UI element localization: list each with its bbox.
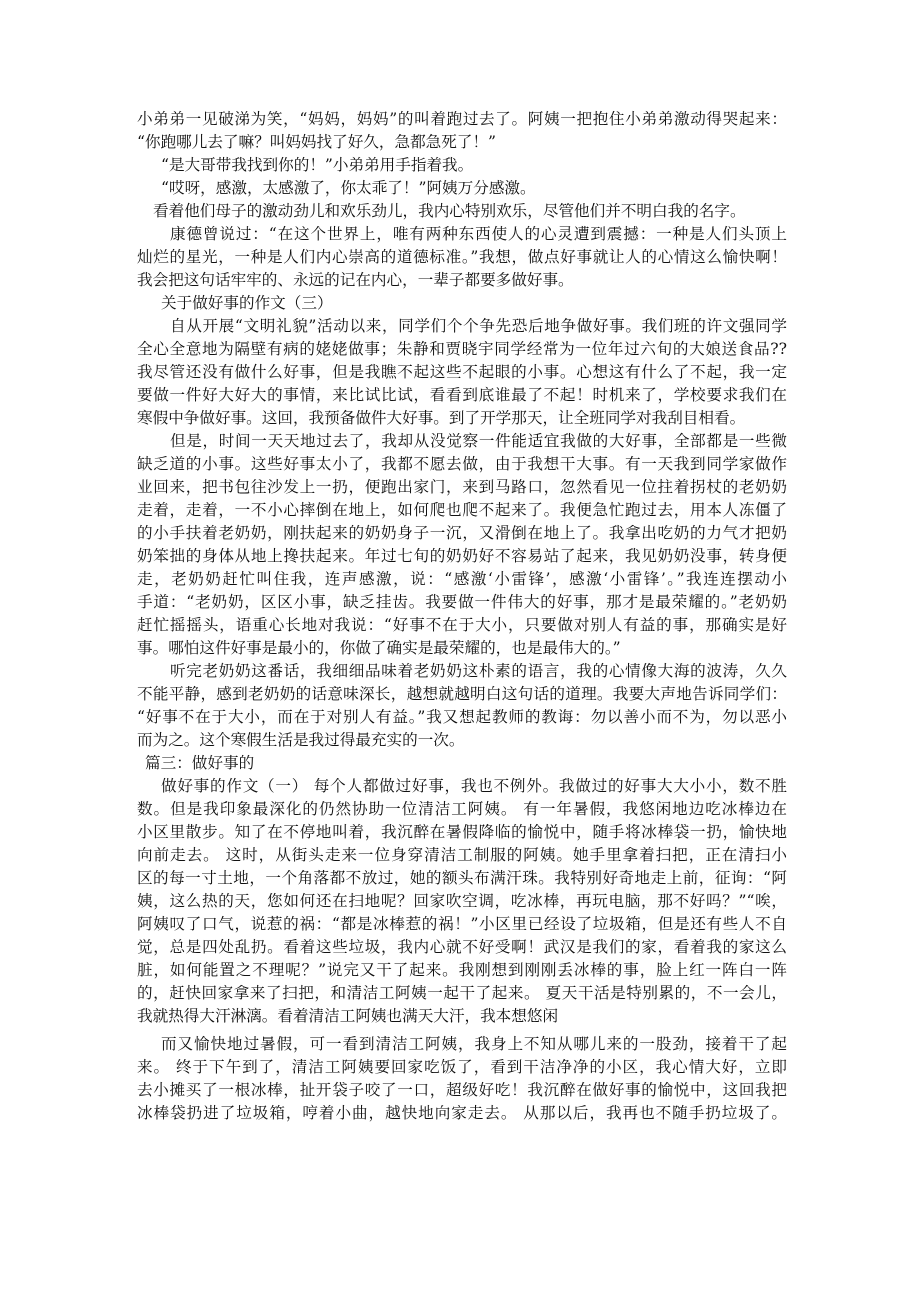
text-line: 来。 终于下午到了，清洁工阿姨要回家吃饭了，看到干洁净净的小区，我心情大好，立即 — [137, 1058, 787, 1076]
text-line: “哎呀，感激，太感激了，你太乖了！”阿姨万分感激。 — [161, 179, 536, 197]
text-line: 事。哪怕这件好事是最小的，你做了确实是最荣耀的，也是最伟大的。” — [137, 639, 621, 657]
section-heading: 关于做好事的作文（三） — [161, 294, 333, 312]
text-line: 数。但是我印象最深化的仍然协助一位清洁工阿姨。 有一年暑假，我悠闲地边吃冰棒边在 — [137, 800, 787, 818]
text-line: 的小手扶着老奶奶，刚扶起来的奶奶身子一沉，又滑倒在地上了。我拿出吃奶的力气才把奶 — [137, 524, 787, 542]
text-line: 自从开展“文明礼貌”活动以来，同学们个个争先恐后地争做好事。我们班的许文强同学 — [170, 317, 787, 335]
text-line: 走着，走着，一不小心摔倒在地上，如何爬也爬不起来了。我便急忙跑过去，用本人冻僵了 — [137, 501, 787, 519]
text-line: “是大哥带我找到你的！”小弟弟用手指着我。 — [161, 156, 474, 174]
text-line: 去小摊买了一根冰棒，扯开袋子咬了一口，超级好吃！我沉醉在做好事的愉悦中，这回我把 — [137, 1081, 787, 1099]
text-line: 但是，时间一天天地过去了，我却从没觉察一件能适宜我做的大好事，全部都是一些微 — [170, 432, 787, 450]
text-line: 觉，总是四处乱扔。看着这些垃圾，我内心就不好受啊！武汉是我们的家，看着我的家这么 — [137, 938, 787, 956]
document-page — [137, 108, 787, 1125]
text-line: 寒假中争做好事。这回，我预备做件大好事。到了开学那天，让全班同学对我刮目相看。 — [137, 409, 746, 427]
text-line: 而又愉快地过暑假，可一看到清洁工阿姨，我身上不知从哪儿来的一股劲，接着干了起 — [161, 1035, 787, 1053]
text-line: 全心全意地为隔壁有病的姥姥做事；朱静和贾晓宇同学经常为一位年过六旬的大娘送食品?? — [137, 340, 787, 358]
text-line: 向前走去。 这时，从街头走来一位身穿清洁工制服的阿姨。她手里拿着扫把，正在清扫小 — [137, 846, 787, 864]
text-line: 姨，这么热的天，您如何还在扫地呢？回家吹空调，吃冰棒，再玩电脑，那不好吗？”“唉， — [137, 892, 787, 910]
text-line: 听完老奶奶这番话，我细细品味着老奶奶这朴素的语言，我的心情像大海的波涛，久久 — [170, 662, 787, 680]
text-line: 康德曾说过：“在这个世界上，唯有两种东西使人的心灵遭到震撼：一种是人们头顶上 — [170, 225, 787, 243]
text-line: 看着他们母子的激动劲儿和欢乐劲儿，我内心特别欢乐，尽管他们并不明白我的名字。 — [153, 202, 746, 220]
text-line: 的，赶快回家拿来了扫把，和清洁工阿姨一起干了起来。 夏天干活是特别累的，不一会儿， — [137, 984, 787, 1002]
text-line: 业回来，把书包往沙发上一扔，便跑出家门，来到马路口，忽然看见一位拄着拐杖的老奶奶 — [137, 478, 787, 496]
text-line: 我就热得大汗淋漓。看着清洁工阿姨也满天大汗，我本想悠闲 — [137, 1007, 559, 1025]
text-line: 缺乏道的小事。这些好事太小了，我都不愿去做，由于我想干大事。有一天我到同学家做作 — [137, 455, 787, 473]
text-line: “好事不在于大小，而在于对别人有益。”我又想起教师的教诲：勿以善小而不为，勿以恶小 — [137, 708, 787, 726]
text-line: 阿姨叹了口气，说惹的祸：“都是冰棒惹的祸！”小区里已经设了垃圾箱，但是还有些人不自 — [137, 915, 787, 933]
text-line: 要做一件好大好大的事情，来比试比试，看看到底谁最了不起！时机来了，学校要求我们在 — [137, 386, 787, 404]
text-line: 而为之。这个寒假生活是我过得最充实的一次。 — [137, 731, 465, 749]
text-line: 灿烂的星光，一种是人们内心崇高的道德标准。”我想，做点好事就让人的心情这么愉快啊！ — [137, 248, 787, 266]
text-line: 脏，如何能置之不理呢？”说完又干了起来。我刚想到刚刚丢冰棒的事，脸上红一阵白一阵 — [137, 961, 787, 979]
text-line: 我会把这句话牢牢的、永远的记在内心，一辈子都要多做好事。 — [137, 271, 574, 289]
text-line: 不能平静，感到老奶奶的话意味深长，越想就越明白这句话的道理。我要大声地告诉同学们： — [137, 685, 787, 703]
text-line: 冰棒袋扔进了垃圾箱，哼着小曲，越快地向家走去。 从那以后，我再也不随手扔垃圾了。 — [137, 1104, 787, 1122]
text-line: 赶忙摇摇头，语重心长地对我说：“好事不在于大小，只要做对别人有益的事，那确实是好 — [137, 616, 787, 634]
text-line: 走，老奶奶赶忙叫住我，连声感激，说：“感激‘小雷锋’，感激‘小雷锋’。”我连连摆动小 — [137, 570, 787, 588]
text-line: “你跑哪儿去了嘛？叫妈妈找了好久，急都急死了！” — [137, 133, 497, 151]
text-line: 小弟弟一见破涕为笑，“妈妈，妈妈”的叫着跑过去了。阿姨一把抱住小弟弟激动得哭起来： — [137, 110, 787, 128]
text-line: 做好事的作文（一） 每个人都做过好事，我也不例外。我做过的好事大大小小，数不胜 — [161, 777, 787, 795]
text-line: 小区里散步。知了在不停地叫着，我沉醉在暑假降临的愉悦中，随手将冰棒袋一扔，愉快地 — [137, 823, 787, 841]
text-line: 奶笨拙的身体从地上搀扶起来。年过七旬的奶奶好不容易站了起来，我见奶奶没事，转身便 — [137, 547, 787, 565]
text-line: 手道：“老奶奶，区区小事，缺乏挂齿。我要做一件伟大的好事，那才是最荣耀的。”老奶奶 — [137, 593, 787, 611]
text-line: 区的每一寸土地，一个角落都不放过，她的额头布满汗珠。我特别好奇地走上前，征询：“阿 — [137, 869, 787, 887]
section-heading: 篇三：做好事的 — [145, 754, 255, 772]
text-line: 我尽管还没有做什么好事，但是我瞧不起这些不起眼的小事。心想这有什么了不起，我一定 — [137, 363, 787, 381]
